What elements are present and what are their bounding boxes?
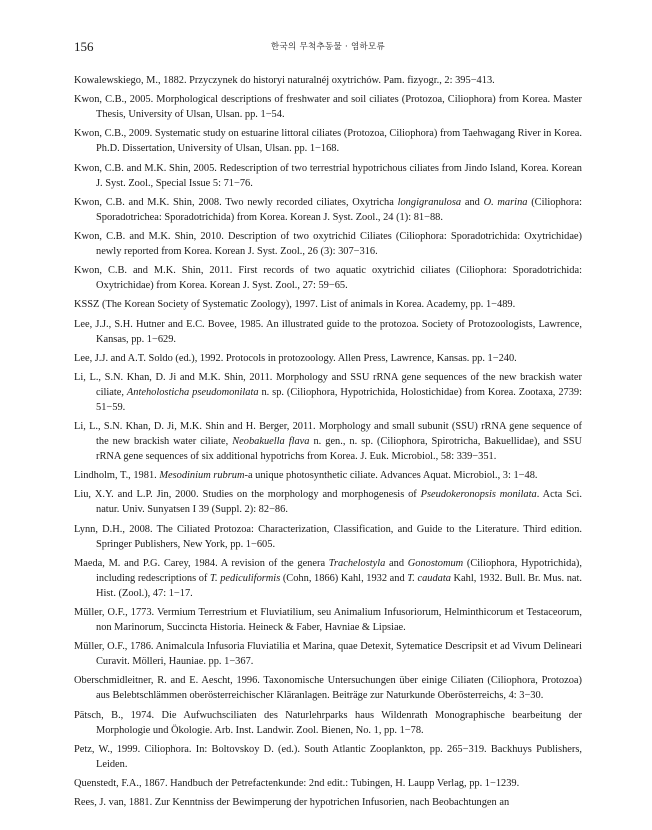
reference-text: Li, L., S.N. Khan, D. Ji, M.K. Shin and H. Berger, 2011. Morphology and small subunit (SSU) rRNA gene sequence of the new brackish water ciliate, — [74, 421, 582, 448]
reference-text: Lee, J.J., S.H. Hutner and E.C. Bovee, 1985. An illustrated guide to the protozoa. Society of Protozoologists, Lawrence, Kansas, pp. 1−629. — [74, 318, 582, 345]
reference-entry — [74, 639, 582, 669]
reference-text: KSSZ (The Korean Society of Systematic Zoology), 1997. List of animals in Korea. Academy, pp. 1−489. — [74, 299, 516, 311]
reference-text: n. gen., n. sp. (Ciliophora, Spirotricha, Bakuellidae), and SSU rRNA gene sequences of six additional hypotrichs from Korea. J. Euk. Microbiol., 58: 339−351. — [96, 436, 583, 463]
reference-entry — [74, 795, 582, 810]
reference-text: Kowalewskiego, M., 1882. Przyczynek do historyi naturalnéj oxytrichów. Pam. fizyogr., 2: 395−413. — [74, 75, 495, 86]
reference-entry — [74, 195, 582, 225]
reference-text: Kwon, C.B. and M.K. Shin, 2005. Redescription of two terrestrial hypotrichous ciliates from Jindo Island, Korea. Korean J. Syst. Zool., Special Issue 5: 71−76. — [74, 162, 582, 189]
reference-entry — [74, 742, 582, 772]
reference-entry — [74, 419, 582, 464]
reference-text: Kwon, C.B. and M.K. Shin, 2011. First records of two aquatic oxytrichid ciliates (Ciliophora: Sporadotrichida: Oxytrichidae) from Korea. Korean J. Syst. Zool., 27: 59−65. — [74, 265, 582, 292]
reference-entry — [74, 522, 582, 552]
page-number: 156 — [74, 39, 94, 54]
reference-entry — [74, 229, 582, 259]
reference-list — [74, 73, 582, 810]
reference-italic-text: longigranulosa — [397, 196, 462, 208]
reference-italic-text: O. marina — [483, 196, 528, 208]
reference-italic-text: T. pediculiformis — [210, 572, 281, 584]
reference-text: Li, L., S.N. Khan, D. Ji and M.K. Shin, 2011. Morphology and SSU rRNA gene sequences of the new brackish water ciliate, — [74, 371, 582, 398]
reference-italic-text: T. caudata — [407, 572, 451, 584]
reference-text: Müller, O.F., 1786. Animalcula Infusoria Fluviatilia et Marina, quae Detexit, Sytematice Descripsit et ad Vivum Delineari Curavit. Mölleri, Hauniae. pp. 1−367. — [74, 641, 582, 668]
reference-text: Lynn, D.H., 2008. The Ciliated Protozoa: Characterization, Classification, and Guide to the Literature. Third edition. Springer Publishers, New York, pp. 1−605. — [74, 523, 582, 550]
reference-text: and — [461, 196, 484, 208]
reference-text: (Ciliophora, Hypotrichida), including redescriptions of — [96, 557, 582, 584]
running-title: 한국의 무척추동물 · 염하모류 — [270, 42, 386, 52]
reference-entry — [74, 126, 582, 156]
reference-entry — [74, 73, 582, 88]
reference-entry — [74, 297, 582, 312]
reference-entry — [74, 317, 582, 347]
reference-text: Liu, X.Y. and L.P. Jin, 2000. Studies on the morphology and morphogenesis of — [74, 489, 421, 501]
reference-text: Kwon, C.B., 2005. Morphological descriptions of freshwater and soil ciliates (Protozoa, Ciliophora) from Korea. Master Thesis, University of Ulsan, Ulsan. pp. 1−54. — [74, 94, 582, 121]
reference-entry — [74, 673, 582, 703]
reference-text: Maeda, M. and P.G. Carey, 1984. A revision of the genera — [74, 557, 329, 569]
reference-entry — [74, 468, 582, 483]
reference-italic-text: Neobakuella flava — [232, 436, 310, 448]
page-header — [74, 38, 582, 56]
reference-text: Kwon, C.B., 2009. Systematic study on estuarine littoral ciliates (Protozoa, Ciliophora) from Taehwagang River in Korea. Ph.D. Dissertation, University of Ulsan, Ulsan. pp. 1−168. — [74, 128, 582, 155]
reference-italic-text: Anteholosticha pseudomonilata — [126, 386, 259, 398]
reference-text: and — [385, 557, 408, 569]
reference-text: Müller, O.F., 1773. Vermium Terrestrium et Fluviatilium, seu Animalium Infusoriorum, Helminthicorum et Testaceorum, non Marinorum, Succincta Historia. Heineck & Faber, Havniae & Lipsiae. — [74, 607, 582, 633]
reference-italic-text: Trachelostyla — [328, 557, 386, 569]
reference-text: Lindholm, T., 1981. — [74, 470, 160, 482]
reference-entry — [74, 263, 582, 293]
reference-text: Oberschmidleitner, R. and E. Aescht, 1996. Taxonomische Untersuchungen über einige Ciliaten (Ciliophora, Protozoa) aus Belebtschlämmen oberösterreichischer Kläranlagen. Beiträge zur Naturkunde Oberösterreichs, 4: 3−30. — [74, 675, 582, 702]
reference-text: Kwon, C.B. and M.K. Shin, 2010. Description of two oxytrichid Ciliates (Ciliophora: Sporadotrichida: Oxytrichidae) newly reported from Korea. Korean J. Syst. Zool., 26 (3): 307−316. — [74, 230, 582, 257]
reference-text: Kwon, C.B. and M.K. Shin, 2008. Two newly recorded ciliates, Oxytricha — [74, 196, 398, 208]
reference-text: Lee, J.J. and A.T. Soldo (ed.), 1992. Protocols in protozoology. Allen Press, Lawrence, Kansas. pp. 1−240. — [74, 352, 517, 364]
reference-entry — [74, 92, 582, 122]
reference-italic-text: Mesodinium rubrum — [159, 470, 245, 482]
reference-text: (Ciliophora: Sporadotrichea: Sporadotrichida) from Korea. Korean J. Syst. Zool., 24 (1): 81−88. — [96, 196, 582, 223]
reference-text: (Cohn, 1866) Kahl, 1932 and — [280, 572, 408, 584]
reference-entry — [74, 161, 582, 191]
reference-text: n. sp. (Ciliophora, Hypotrichida, Holostichidae) from Korea. Zootaxa, 2739: 51−59. — [96, 386, 582, 413]
reference-text: Pätsch, B., 1974. Die Aufwuchsciliaten des Naturlehrparks haus Wildenrath Monographische bearbeitung der Morphologie und Ökologie. Arb. Inst. Landwir. Zool. Bienen, No. 1, pp. 1−78. — [74, 709, 582, 736]
reference-text: Kahl, 1932. Bull. Br. Mus. nat. Hist. (Zool.), 47: 1−17. — [96, 572, 583, 599]
reference-text: . Acta Sci. natur. Univ. Sunyatsen I 39 (Suppl. 2): 82−86. — [96, 489, 582, 516]
reference-entry — [74, 370, 582, 415]
reference-entry — [74, 351, 582, 366]
reference-entry — [74, 556, 582, 601]
reference-italic-text: Pseudokeronopsis monilata — [420, 489, 537, 501]
reference-text: Rees, J. van, 1881. Zur Kenntniss der Bewimperung der hypotrichen Infusorien, nach Beobachtungen an — [74, 797, 510, 809]
reference-entry — [74, 776, 582, 791]
reference-text: Quenstedt, F.A., 1867. Handbuch der Petrefactenkunde: 2nd edit.: Tubingen, H. Laupp Verlag, pp. 1−1239. — [74, 777, 520, 789]
reference-italic-text: Gonostomum — [407, 557, 464, 569]
reference-text: Petz, W., 1999. Ciliophora. In: Boltovskoy D. (ed.). South Atlantic Zooplankton, pp. 265−319. Backhuys Publishers, Leiden. — [74, 743, 582, 770]
reference-entry — [74, 708, 582, 738]
reference-entry — [74, 605, 582, 635]
reference-text: -a unique photosynthetic ciliate. Advances Aquat. Microbiol., 3: 1−48. — [244, 470, 538, 482]
reference-entry — [74, 487, 582, 517]
